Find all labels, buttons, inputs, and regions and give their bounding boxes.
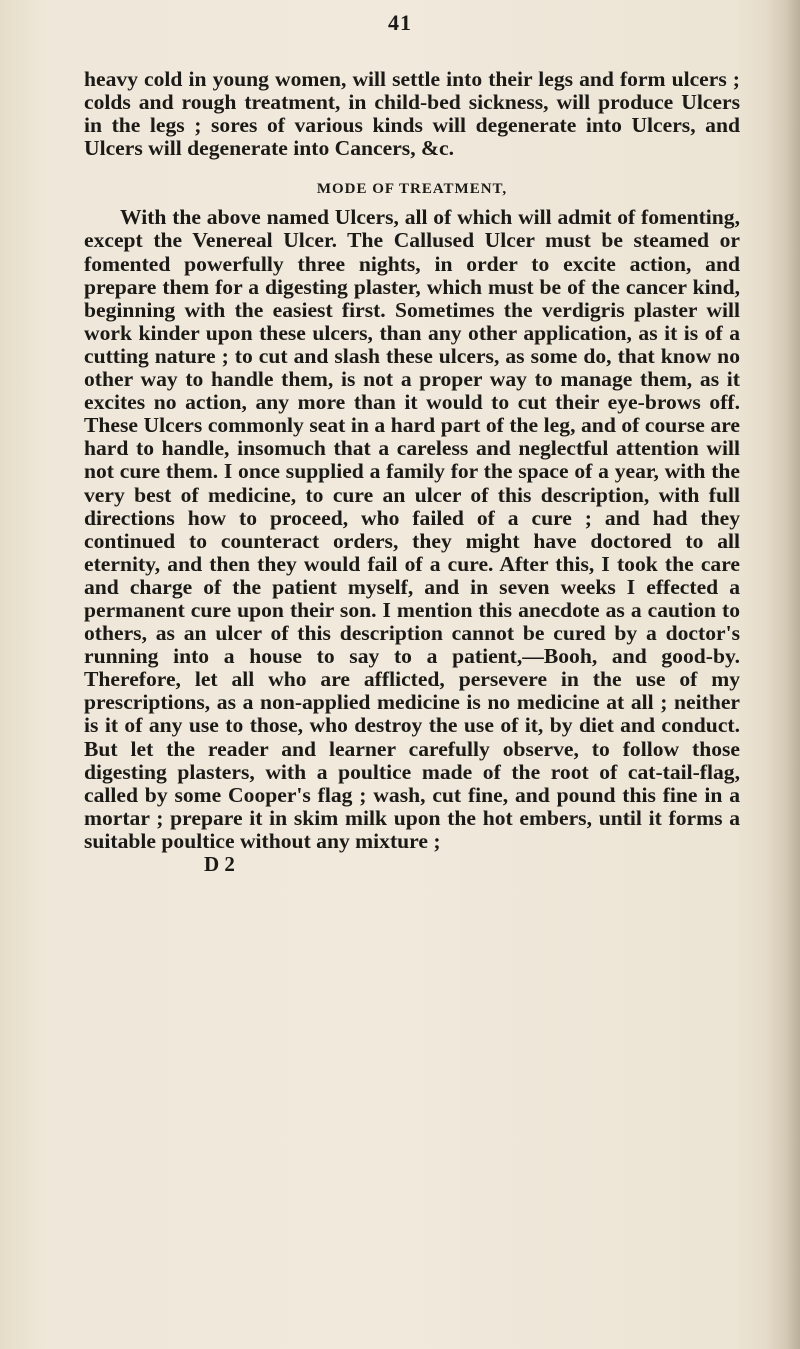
section-heading: MODE OF TREATMENT,: [316, 181, 508, 198]
signature-mark: D 2: [204, 852, 235, 876]
page-edge-shadow: [766, 0, 800, 1349]
body-paragraph: With the above named Ulcers, all of which will admit of fomenting, except the Venereal Ulcer. The Callused Ulcer must be steamed or fomented powerfully three nights, in order to excite action, and prepare them for a digesting plaster, which must be of the cancer kind, beginning with the easiest first. Sometimes the verdigris plaster will work kinder upon these ulcers, than any other application, as it is of a cutting nature ; to cut and slash these ulcers, as some do, that know no other way to handle them, is not a proper way to manage them, as it excites no action, any more than it would to cut their eye-brows off. These Ulcers commonly seat in a hard part of the leg, and of course are hard to handle, insomuch that a careless and neglectful attention will not cure them. I once supplied a family for the space of a year, with the very best of medicine, to cure an ulcer of this description, with full directions how to proceed, who failed of a cure ; and had they continued to counteract orders, they might have doctored to all eternity, and then they would fail of a cure. After this, I took the care and charge of the patient myself, and in seven weeks I effected a permanent cure upon their son. I mention this anecdote as a caution to others, as an ulcer of this description cannot be cured by a doctor's running into a house to say to a patient,—Booh, and good-by. Therefore, let all who are afflicted, persevere in the use of my prescriptions, as a non-applied medicine is no medicine at all ; neither is it of any use to those, who destroy the use of it, by diet and conduct. But let the reader and learner carefully observe, to follow those digesting plasters, with a poultice made of the root of cat-tail-flag, called by some Cooper's flag ; wash, cut fine, and pound this fine in a mortar ; prepare it in skim milk upon the hot embers, until it forms a suitable poultice without any mixture ;: [84, 205, 740, 853]
opening-paragraph: heavy cold in young women, will settle into their legs and form ulcers ; colds and rough treatment, in child-bed sickness, will produce Ulcers in the legs ; sores of various kinds will degenerate into Ulcers, and Ulcers will degenerate into Cancers, &c.: [84, 67, 740, 161]
text-block: [84, 68, 740, 875]
page-number: 41: [388, 10, 412, 35]
